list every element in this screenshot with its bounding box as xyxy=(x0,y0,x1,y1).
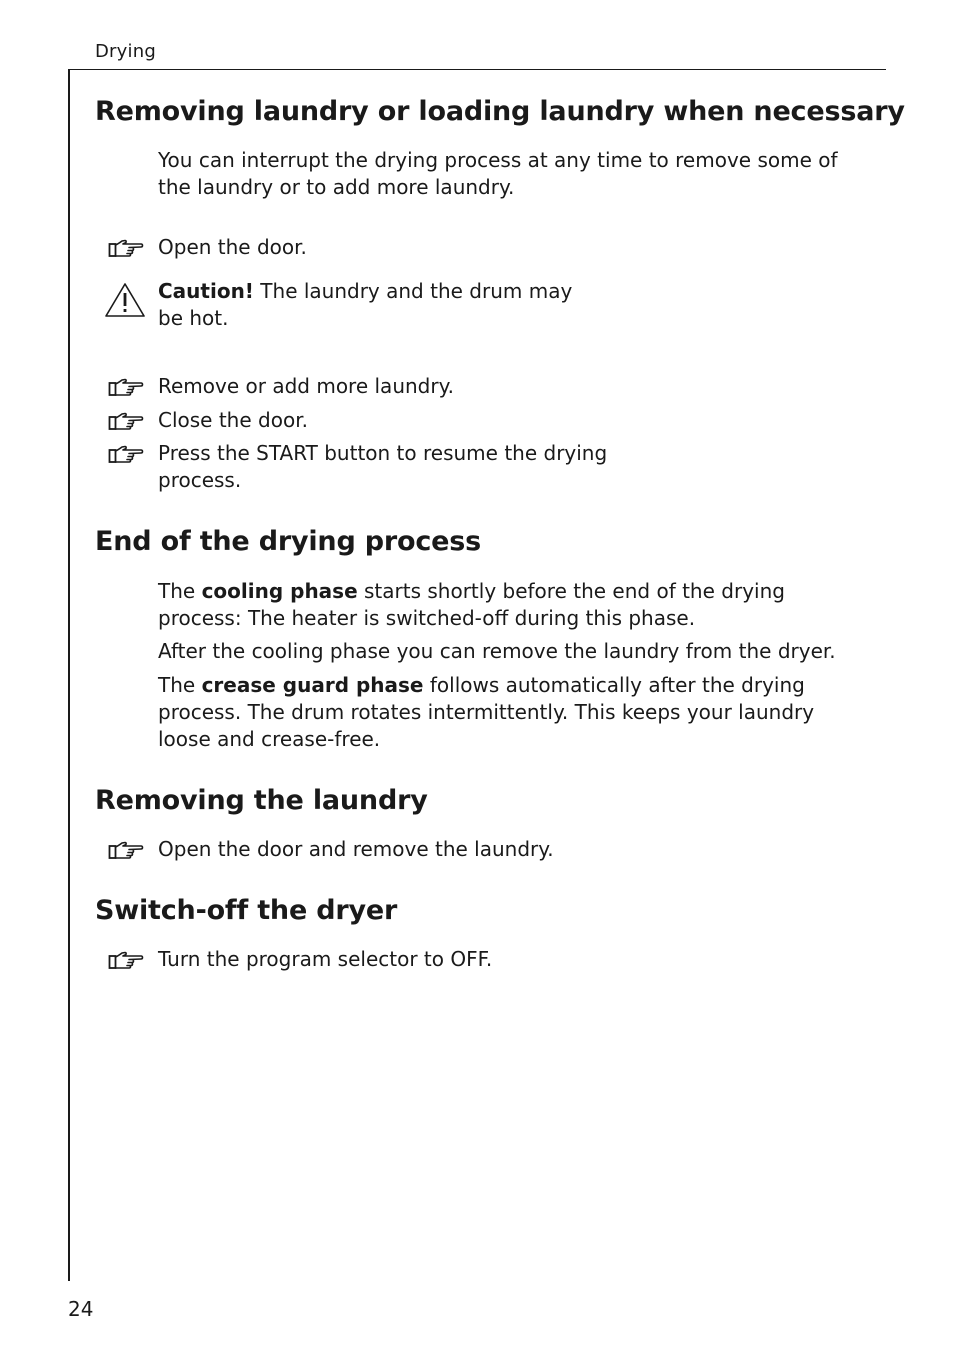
pointing-hand-icon xyxy=(108,409,148,435)
after-cooling-paragraph: After the cooling phase you can remove the laundry from the dryer. xyxy=(158,639,836,663)
step-press-start: Press the START button to resume the drying process. xyxy=(158,441,608,492)
pointing-hand-icon xyxy=(108,948,148,974)
text-run: starts shortly before the end of the drying process: The heater is switched-off during this phase. xyxy=(158,579,785,630)
caution-label: Caution! xyxy=(158,279,254,303)
term-crease-guard-phase: crease guard phase xyxy=(201,673,424,697)
term-cooling-phase: cooling phase xyxy=(201,579,358,603)
step-close-door: Close the door. xyxy=(158,408,308,432)
text-run: follows automatically after the drying process. The drum rotates intermittently. This keeps your laundry loose and crease-free. xyxy=(158,673,815,751)
step-remove-add: Remove or add more laundry. xyxy=(158,374,454,398)
warning-triangle-icon xyxy=(103,281,147,319)
text-run: The xyxy=(158,579,202,603)
crease-guard-paragraph xyxy=(158,672,858,753)
caution-note xyxy=(158,278,598,332)
heading-removing-loading: Removing laundry or loading laundry when necessary xyxy=(95,96,905,127)
text-run: The xyxy=(158,673,202,697)
header-rule xyxy=(68,69,886,70)
step-open-remove: Open the door and remove the laundry. xyxy=(158,837,554,861)
page-number: 24 xyxy=(68,1297,94,1321)
pointing-hand-icon xyxy=(108,375,148,401)
pointing-hand-icon xyxy=(108,442,148,468)
intro-paragraph: You can interrupt the drying process at any time to remove some of the laundry or to add more laundry. xyxy=(158,148,838,199)
pointing-hand-icon xyxy=(108,236,148,262)
step-turn-selector: Turn the program selector to OFF. xyxy=(158,947,493,971)
margin-rule xyxy=(68,69,70,1281)
heading-removing-laundry: Removing the laundry xyxy=(95,785,428,816)
pointing-hand-icon xyxy=(108,838,148,864)
step-open-door: Open the door. xyxy=(158,235,307,259)
cooling-phase-paragraph xyxy=(158,578,858,632)
caution-text: The laundry and the drum may be hot. xyxy=(158,279,573,330)
running-head: Drying xyxy=(95,41,156,62)
heading-switch-off: Switch-off the dryer xyxy=(95,895,398,926)
heading-end-of-process: End of the drying process xyxy=(95,526,482,557)
